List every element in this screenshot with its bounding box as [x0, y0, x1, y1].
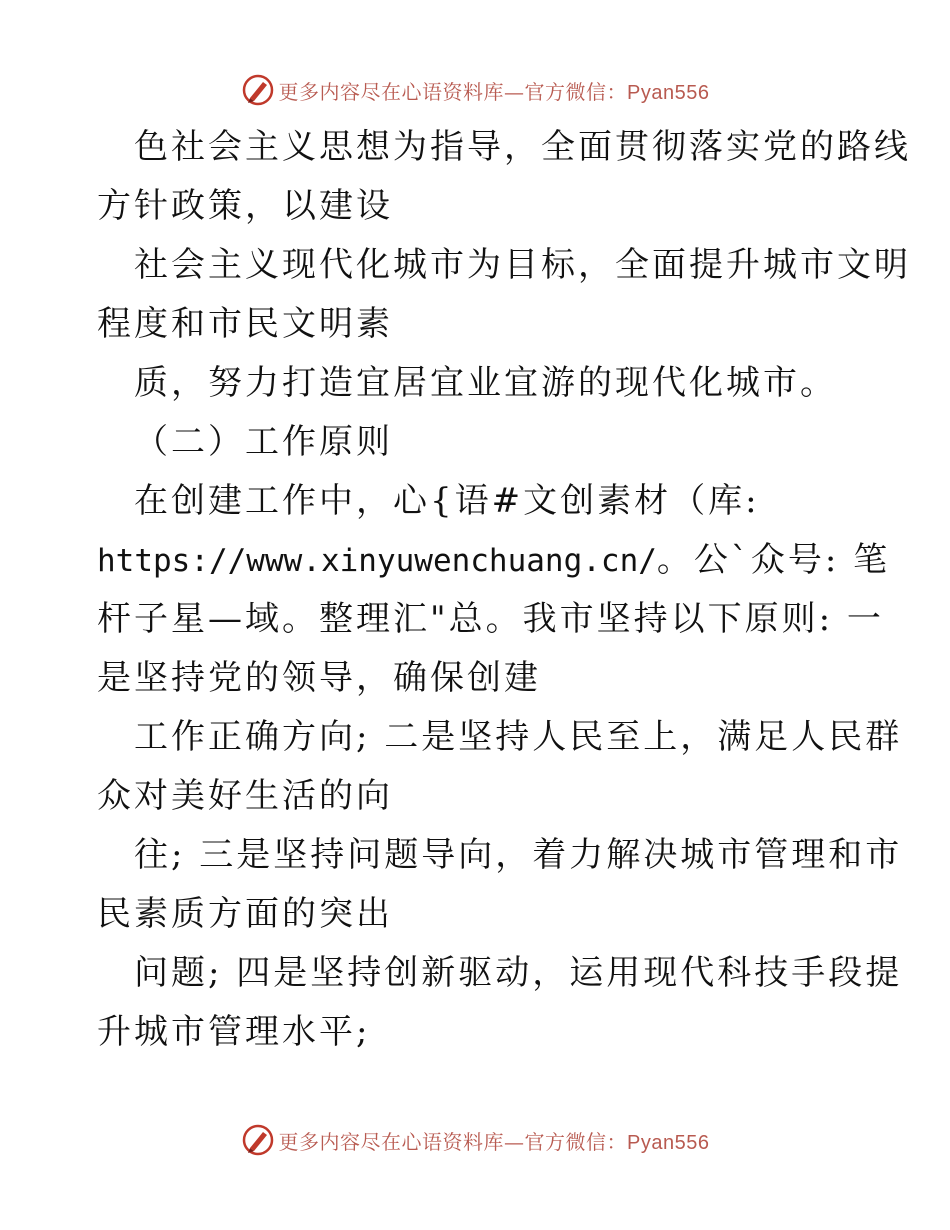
footer-banner: [0, 1120, 950, 1160]
document-body: [97, 118, 911, 1062]
pen-logo-icon: [241, 73, 275, 107]
text-line: 在创建工作中，心{语#文创素材（库:: [134, 481, 760, 521]
text-line: 问题; 四是坚持创新驱动，运用现代科技手段提: [134, 953, 903, 993]
text-line: 民素质方面的突出: [97, 894, 393, 934]
banner-label: 更多内容尽在心语资料库—官方微信：: [278, 79, 628, 104]
header-banner: [0, 70, 950, 110]
text-line: 杆子星—域。整理汇"总。我市坚持以下原则: 一: [97, 599, 884, 639]
banner-text: [279, 1126, 710, 1155]
banner-wechat-id: Pyan556: [627, 1131, 710, 1154]
text-line: 程度和市民文明素: [97, 304, 393, 344]
banner-text: [279, 76, 710, 105]
banner-wechat-id: Pyan556: [627, 81, 710, 104]
text-line: 质，努力打造宜居宜业宜游的现代化城市。: [134, 363, 837, 403]
text-line: 往; 三是坚持问题导向，着力解决城市管理和市: [134, 835, 903, 875]
text-line: https://www.xinyuwenchuang.cn/。公`众号: 笔: [97, 540, 891, 580]
text-line: 是坚持党的领导，确保创建: [97, 658, 541, 698]
banner-label: 更多内容尽在心语资料库—官方微信：: [278, 1129, 628, 1154]
pen-logo-icon: [241, 1123, 275, 1157]
text-line: 方针政策，以建设: [97, 186, 393, 226]
text-line: 众对美好生活的向: [97, 776, 393, 816]
text-line: 升城市管理水平;: [97, 1012, 371, 1052]
text-line: （二）工作原则: [134, 422, 393, 462]
text-line: 工作正确方向; 二是坚持人民至上，满足人民群: [134, 717, 903, 757]
text-line: 色社会主义思想为指导，全面贯彻落实党的路线: [134, 127, 911, 167]
text-line: 社会主义现代化城市为目标，全面提升城市文明: [134, 245, 911, 285]
